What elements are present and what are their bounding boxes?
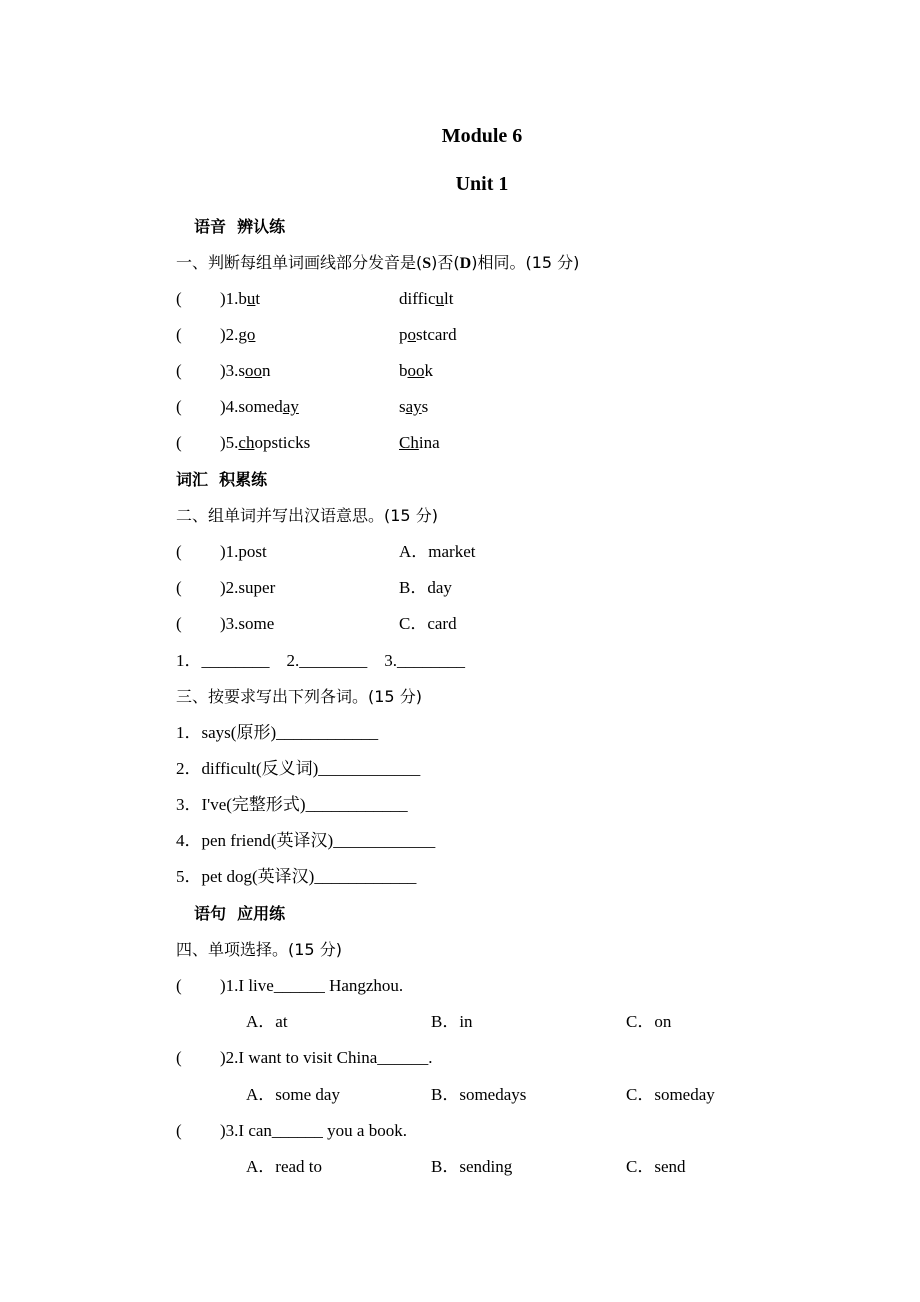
instruction-3: 三、按要求写出下列各词。(15 分) <box>176 687 422 706</box>
option-c[interactable]: C．someday <box>626 1085 715 1104</box>
question-text: )3.I can______ you a book. <box>220 1121 407 1140</box>
option-b[interactable]: B．in <box>431 1012 473 1031</box>
word-form-item[interactable]: 3．I've(完整形式)____________ <box>176 795 408 814</box>
option-c[interactable]: C．send <box>626 1157 686 1176</box>
page-subtitle: Unit 1 <box>455 173 509 195</box>
word-form-item[interactable]: 1．says(原形)____________ <box>176 723 379 742</box>
word-form-item[interactable]: 4．pen friend(英译汉)____________ <box>176 831 436 850</box>
word-pair-left: )1.but <box>220 289 261 308</box>
match-right: A．market <box>399 542 476 561</box>
option-a[interactable]: A．at <box>246 1012 288 1031</box>
section-heading-sentences: 语句 应用练 <box>194 904 286 923</box>
answer-paren[interactable]: ( <box>176 542 182 561</box>
instruction-1: 一、判断每组单词画线部分发音是(S)否(D)相同。(15 分) <box>176 253 580 272</box>
page-title: Module 6 <box>441 125 523 147</box>
word-pair-left: )4.someday <box>220 397 299 416</box>
match-left: )1.post <box>220 542 267 561</box>
instruction-2: 二、组单词并写出汉语意思。(15 分) <box>176 506 438 525</box>
option-c[interactable]: C．on <box>626 1012 672 1031</box>
answer-paren[interactable]: ( <box>176 578 182 597</box>
instruction-4: 四、单项选择。(15 分) <box>176 940 342 959</box>
match-right: B．day <box>399 578 452 597</box>
answer-paren[interactable]: ( <box>176 614 182 633</box>
word-pair-left: )2.go <box>220 325 256 344</box>
answer-paren[interactable]: ( <box>176 325 182 344</box>
answer-paren[interactable]: ( <box>176 1121 182 1140</box>
word-pair-right: China <box>399 433 440 452</box>
answer-paren[interactable]: ( <box>176 361 182 380</box>
word-form-item[interactable]: 2．difficult(反义词)____________ <box>176 759 421 778</box>
option-b[interactable]: B．somedays <box>431 1085 527 1104</box>
word-pair-left: )3.soon <box>220 361 271 380</box>
answer-paren[interactable]: ( <box>176 1048 182 1067</box>
section-heading-pronunciation: 语音 辨认练 <box>194 217 286 236</box>
answer-paren[interactable]: ( <box>176 289 182 308</box>
answer-blanks[interactable]: 1．________ 2.________ 3.________ <box>176 651 465 670</box>
word-pair-right: says <box>399 397 429 416</box>
match-left: )3.some <box>220 614 275 633</box>
question-text: )1.I live______ Hangzhou. <box>220 976 404 995</box>
question-text: )2.I want to visit China______. <box>220 1048 433 1067</box>
word-pair-left: )5.chopsticks <box>220 433 311 452</box>
match-left: )2.super <box>220 578 276 597</box>
answer-paren[interactable]: ( <box>176 397 182 416</box>
option-a[interactable]: A．read to <box>246 1157 323 1176</box>
section-heading-vocabulary: 词汇 积累练 <box>176 470 268 489</box>
word-form-item[interactable]: 5．pet dog(英译汉)____________ <box>176 867 417 886</box>
answer-paren[interactable]: ( <box>176 976 182 995</box>
answer-paren[interactable]: ( <box>176 433 182 452</box>
word-pair-right: difficult <box>399 289 454 308</box>
option-b[interactable]: B．sending <box>431 1157 513 1176</box>
word-pair-right: book <box>399 361 433 380</box>
match-right: C．card <box>399 614 457 633</box>
word-pair-right: postcard <box>399 325 457 344</box>
option-a[interactable]: A．some day <box>246 1085 340 1104</box>
